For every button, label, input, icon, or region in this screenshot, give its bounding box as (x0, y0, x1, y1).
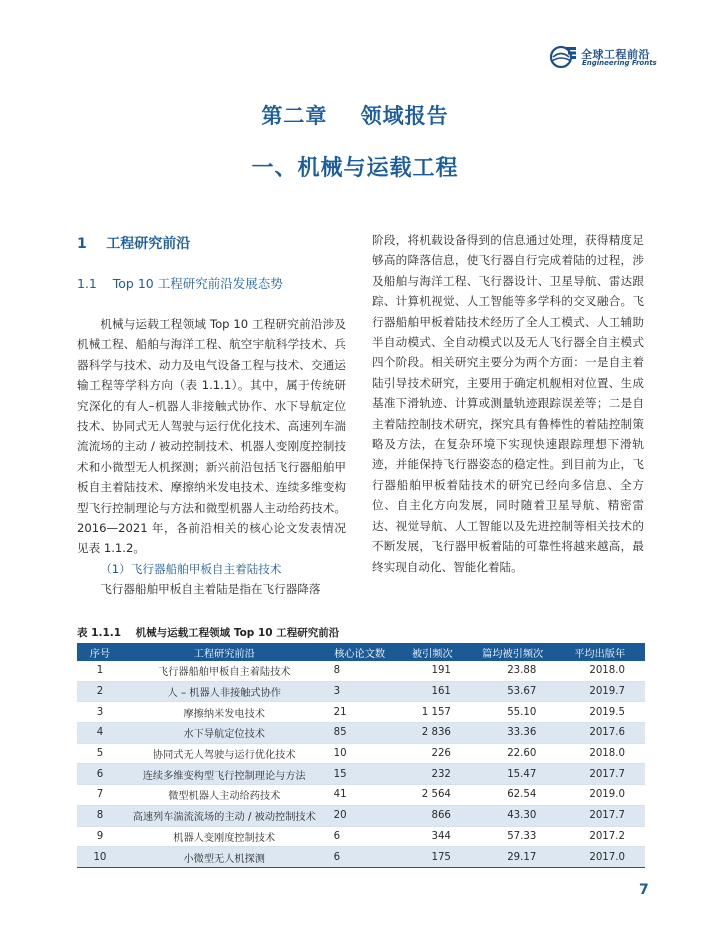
column-header: 序号 (77, 643, 123, 661)
table-cell: 2 836 (394, 723, 471, 744)
table-cell: 7 (77, 785, 123, 806)
table-cell: 20 (326, 805, 394, 826)
table-cell: 6 (77, 764, 123, 785)
logo-chinese-text: 全球工程前沿 (581, 48, 650, 61)
table-cell: 15 (326, 764, 394, 785)
table-row (77, 826, 645, 847)
body-paragraph: 阶段，将机载设备得到的信息通过处理，获得精度足够高的降落信息，使飞行器自行完成着陆的过程，涉及船舶与海洋工程、飞行器设计、卫星导航、雷达跟踪、计算机视觉、人工智能等多学科的交叉融合。飞行器船舶甲板着陆技术经历了全人工模式、人工辅助半自动模式、全自动模式以及无人飞行器全自主模式四个阶段。相关研究主要分为两个方面：一是自主着陆引导技术研究，主要用于确定机舰相对位置、生成基准下滑轨迹、计算或测量轨迹跟踪误差等；二是自主着陆控制技术研究，探究具有鲁棒性的着陆控制策略及方法，在复杂环境下实现快速跟踪理想下滑轨迹，并能保持飞行器姿态的稳定性。到目前为止，飞行器船舶甲板着陆技术的研究已经向多信息、全方位、自主化方向发展，同时随着卫星导航、精密雷达、视觉导航、人工智能以及先进控制等相关技术的不断发展，飞行器甲板着陆的可靠性将越来越高，最终实现自动化、智能化着陆。 (372, 233, 644, 574)
table-cell: 8 (77, 805, 123, 826)
table-row (77, 681, 645, 702)
column-header: 被引频次 (394, 643, 471, 661)
table-cell: 85 (326, 723, 394, 744)
logo-english-text: Engineering Fronts (582, 59, 657, 67)
table-row (77, 785, 645, 806)
table-row (77, 764, 645, 785)
column-header: 工程研究前沿 (123, 643, 326, 661)
table-cell: 摩擦纳米发电技术 (123, 702, 326, 723)
heading-level-2: 1.1 Top 10 工程研究前沿发展态势 (77, 276, 283, 291)
table-cell: 飞行器船舶甲板自主着陆技术 (123, 661, 326, 681)
column-header: 平均出版年 (554, 643, 645, 661)
table-cell: 2017.2 (554, 826, 645, 847)
table-cell: 226 (394, 743, 471, 764)
table-cell: 2019.5 (554, 702, 645, 723)
globe-logo-icon (549, 44, 577, 70)
table-cell: 2 (77, 681, 123, 702)
right-column (372, 230, 644, 577)
table-cell: 8 (326, 661, 394, 681)
table-cell: 2018.0 (554, 743, 645, 764)
heading-level-1: 1 工程研究前沿 (77, 236, 191, 252)
table-row (77, 723, 645, 744)
table-cell: 人 – 机器人非接触式协作 (123, 681, 326, 702)
table-cell: 机器人变刚度控制技术 (123, 826, 326, 847)
table-cell: 161 (394, 681, 471, 702)
table-row (77, 847, 645, 868)
table-cell: 23.88 (471, 661, 554, 681)
table-cell: 水下导航定位技术 (123, 723, 326, 744)
table-cell: 1 (77, 661, 123, 681)
table-row (77, 661, 645, 681)
table-cell: 232 (394, 764, 471, 785)
page-number: 7 (639, 882, 649, 898)
table-cell: 9 (77, 826, 123, 847)
table-cell: 10 (77, 847, 123, 868)
table-row (77, 702, 645, 723)
table-cell: 10 (326, 743, 394, 764)
table-cell: 连续多维变构型飞行控制理论与方法 (123, 764, 326, 785)
table-cell: 微型机器人主动给药技术 (123, 785, 326, 806)
table-cell: 21 (326, 702, 394, 723)
table-cell: 62.54 (471, 785, 554, 806)
table-cell: 15.47 (471, 764, 554, 785)
table-cell: 2019.7 (554, 681, 645, 702)
table-cell: 29.17 (471, 847, 554, 868)
table-row (77, 743, 645, 764)
table-cell: 2017.7 (554, 805, 645, 826)
table-cell: 3 (77, 702, 123, 723)
table-cell: 4 (77, 723, 123, 744)
column-header: 核心论文数 (326, 643, 394, 661)
table-cell: 2017.6 (554, 723, 645, 744)
column-header: 篇均被引频次 (471, 643, 554, 661)
table-cell: 2 564 (394, 785, 471, 806)
table-cell: 33.36 (471, 723, 554, 744)
table-cell: 2019.0 (554, 785, 645, 806)
table-cell: 41 (326, 785, 394, 806)
table-cell: 53.67 (471, 681, 554, 702)
subheading: （1）飞行器船舶甲板自主着陆技术 (100, 561, 282, 576)
table-cell: 2018.0 (554, 661, 645, 681)
body-paragraph: 机械与运载工程领域 Top 10 工程研究前沿涉及机械工程、船舶与海洋工程、航空宇航科学技术、兵器科学与技术、动力及电气设备工程与技术、交通运输工程等学科方向（表 1.1.1）。其中，属于传统研究深化的有人–机器人非接触式协作、水下导航定位技术、协同式无人驾驶与运行优化技术、高速列车湍流流场的主动 / 被动控制技术、机器人变刚度控制技术和小微型无人机探测；新兴前沿包括飞行器船舶甲板自主着陆技术、摩擦纳米发电技术、连续多维变构型飞行控制理论与方法和微型机器人主动给药技术。2016—2021 年，各前沿相关的核心论文发表情况见表 1.1.2。 (77, 317, 346, 556)
section-title: 一、机械与运载工程 (251, 156, 459, 181)
table-cell: 3 (326, 681, 394, 702)
table-cell: 344 (394, 826, 471, 847)
table-cell: 55.10 (471, 702, 554, 723)
table-cell: 866 (394, 805, 471, 826)
fronts-table (77, 643, 645, 868)
body-paragraph: 飞行器船舶甲板自主着陆是指在飞行器降落 (100, 582, 321, 597)
table-cell: 191 (394, 661, 471, 681)
table-cell: 6 (326, 826, 394, 847)
table-cell: 5 (77, 743, 123, 764)
table-cell: 1 157 (394, 702, 471, 723)
chapter-title: 第二章 领域报告 (261, 104, 449, 128)
table-cell: 57.33 (471, 826, 554, 847)
table-cell: 2017.0 (554, 847, 645, 868)
header-logo (549, 44, 679, 70)
table-cell: 高速列车湍流流场的主动 / 被动控制技术 (123, 805, 326, 826)
table-cell: 小微型无人机探测 (123, 847, 326, 868)
table-caption: 表 1.1.1 机械与运载工程领域 Top 10 工程研究前沿 (77, 627, 340, 639)
left-column (77, 314, 346, 600)
table-cell: 175 (394, 847, 471, 868)
table-header-row (77, 643, 645, 661)
table-row (77, 805, 645, 826)
table-cell: 6 (326, 847, 394, 868)
table-cell: 2017.7 (554, 764, 645, 785)
table-cell: 22.60 (471, 743, 554, 764)
table-cell: 43.30 (471, 805, 554, 826)
table-cell: 协同式无人驾驶与运行优化技术 (123, 743, 326, 764)
